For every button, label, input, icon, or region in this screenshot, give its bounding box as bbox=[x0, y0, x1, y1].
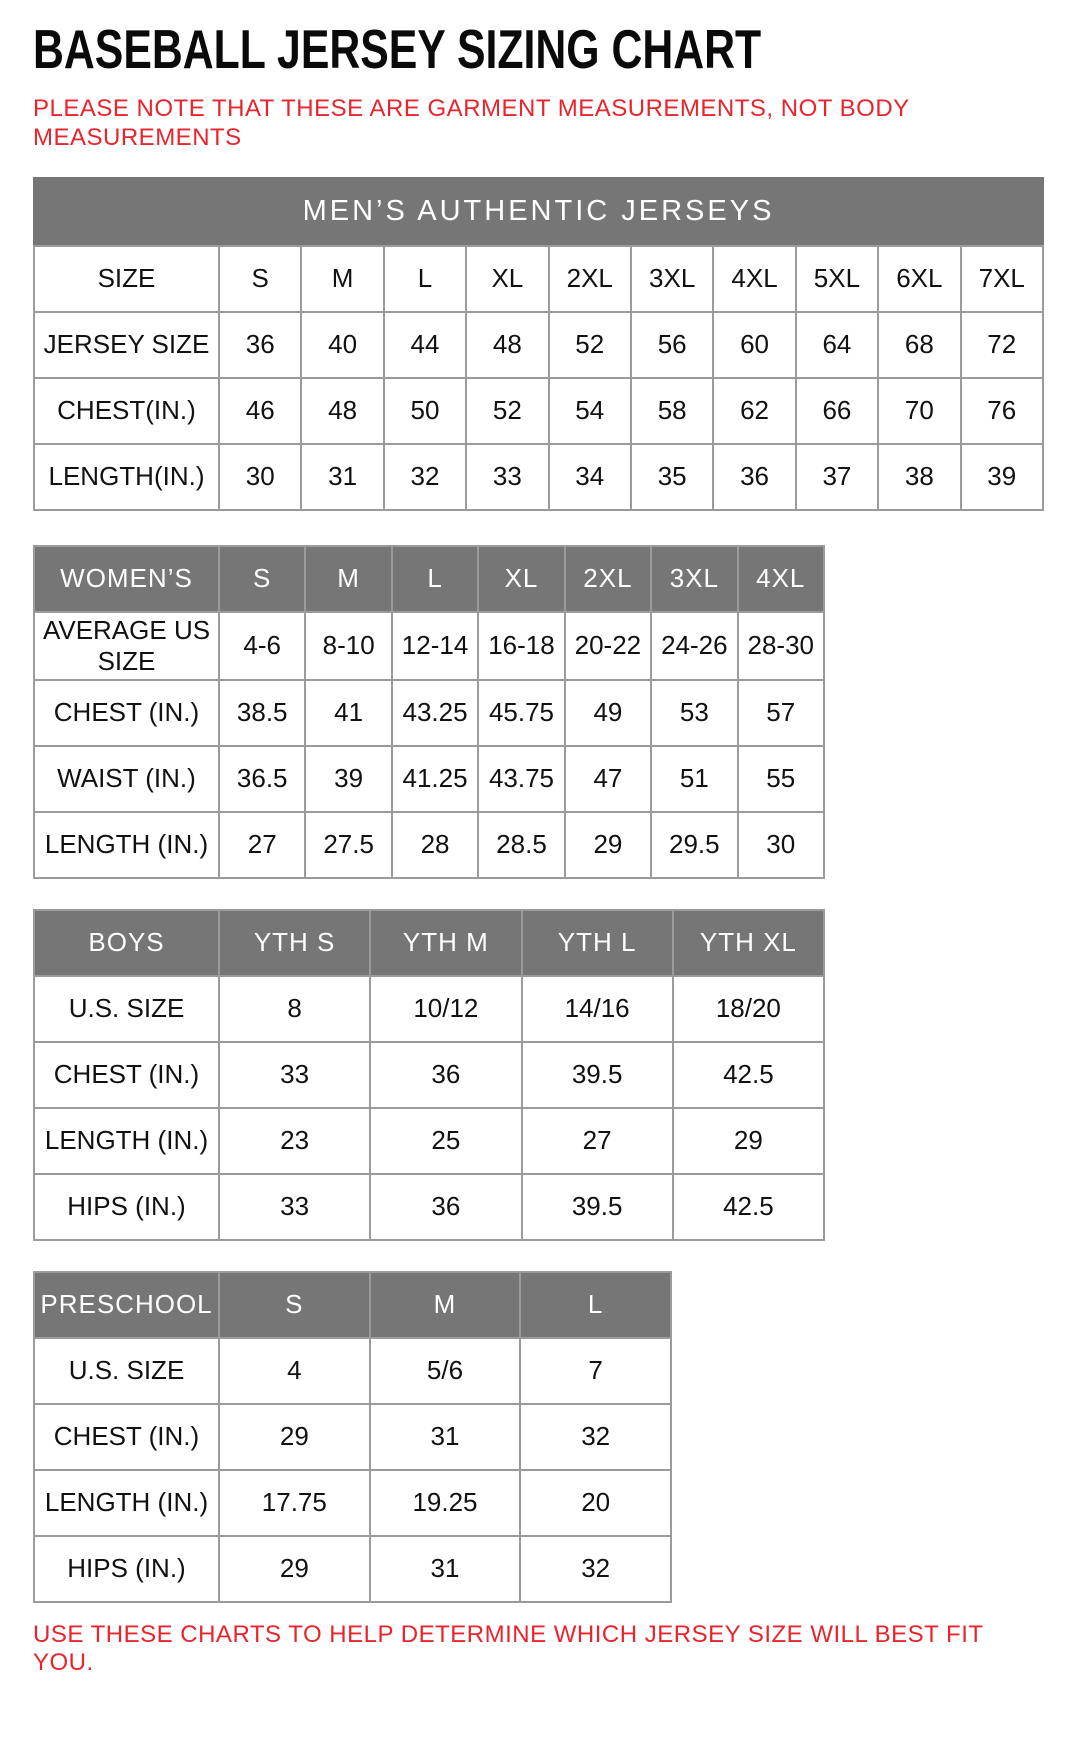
table-cell: 43.25 bbox=[392, 680, 478, 746]
table-cell: 50 bbox=[384, 378, 466, 444]
table-header-row bbox=[34, 910, 824, 976]
table-cell: 38.5 bbox=[219, 680, 305, 746]
table-cell: 7XL bbox=[961, 246, 1043, 312]
table-cell: 33 bbox=[219, 1174, 370, 1240]
table-cell: 36 bbox=[219, 312, 301, 378]
table-cell: 29.5 bbox=[651, 812, 737, 878]
row-label: LENGTH (IN.) bbox=[34, 1470, 219, 1536]
table-cell: 76 bbox=[961, 378, 1043, 444]
table-cell: 62 bbox=[713, 378, 795, 444]
table-cell: 42.5 bbox=[673, 1174, 824, 1240]
table-row bbox=[34, 680, 824, 746]
table-cell: 32 bbox=[520, 1536, 671, 1602]
table-cell: 58 bbox=[631, 378, 713, 444]
table-cell: 25 bbox=[370, 1108, 521, 1174]
table-cell: 28-30 bbox=[738, 612, 824, 680]
row-label: JERSEY SIZE bbox=[34, 312, 219, 378]
table-cell: 49 bbox=[565, 680, 651, 746]
header-label: BOYS bbox=[34, 910, 219, 976]
table-cell: 4-6 bbox=[219, 612, 305, 680]
header-cell: M bbox=[370, 1272, 521, 1338]
table-cell: 41.25 bbox=[392, 746, 478, 812]
table-cell: 34 bbox=[549, 444, 631, 510]
table-row bbox=[34, 444, 1043, 510]
table-cell: 4XL bbox=[713, 246, 795, 312]
table-cell: 37 bbox=[796, 444, 878, 510]
table-cell: 55 bbox=[738, 746, 824, 812]
table-cell: 70 bbox=[878, 378, 960, 444]
table-cell: 6XL bbox=[878, 246, 960, 312]
table-cell: 66 bbox=[796, 378, 878, 444]
table-cell: 36 bbox=[370, 1042, 521, 1108]
header-cell: XL bbox=[478, 546, 564, 612]
header-cell: YTH XL bbox=[673, 910, 824, 976]
table-cell: 51 bbox=[651, 746, 737, 812]
table-cell: 29 bbox=[673, 1108, 824, 1174]
table-cell: 38 bbox=[878, 444, 960, 510]
header-cell: 4XL bbox=[738, 546, 824, 612]
table-row bbox=[34, 976, 824, 1042]
table-cell: 27 bbox=[219, 812, 305, 878]
table-cell: L bbox=[384, 246, 466, 312]
row-label: SIZE bbox=[34, 246, 219, 312]
boys-table-section bbox=[33, 909, 1044, 1241]
header-cell: L bbox=[392, 546, 478, 612]
mens-table-banner: MEN’S AUTHENTIC JERSEYS bbox=[33, 177, 1044, 245]
table-cell: 17.75 bbox=[219, 1470, 370, 1536]
table-cell: 31 bbox=[370, 1404, 521, 1470]
table-cell: 35 bbox=[631, 444, 713, 510]
table-cell: 29 bbox=[219, 1536, 370, 1602]
table-cell: 8 bbox=[219, 976, 370, 1042]
table-row bbox=[34, 246, 1043, 312]
womens-sizing-table bbox=[33, 545, 825, 879]
table-cell: 32 bbox=[384, 444, 466, 510]
garment-measurement-note: PLEASE NOTE THAT THESE ARE GARMENT MEASUREMENTS, NOT BODY MEASUREMENTS bbox=[33, 95, 910, 152]
table-cell: 8-10 bbox=[305, 612, 391, 680]
boys-sizing-table bbox=[33, 909, 825, 1241]
table-cell: M bbox=[301, 246, 383, 312]
table-cell: 29 bbox=[565, 812, 651, 878]
header-cell: YTH L bbox=[522, 910, 673, 976]
table-cell: 44 bbox=[384, 312, 466, 378]
row-label: WAIST (IN.) bbox=[34, 746, 219, 812]
table-cell: 36 bbox=[713, 444, 795, 510]
preschool-table-section bbox=[33, 1271, 1044, 1603]
table-cell: 7 bbox=[520, 1338, 671, 1404]
row-label: U.S. SIZE bbox=[34, 1338, 219, 1404]
table-cell: 33 bbox=[466, 444, 548, 510]
row-label: CHEST (IN.) bbox=[34, 1042, 219, 1108]
header-cell: L bbox=[520, 1272, 671, 1338]
table-cell: 28 bbox=[392, 812, 478, 878]
table-cell: 42.5 bbox=[673, 1042, 824, 1108]
table-cell: 29 bbox=[219, 1404, 370, 1470]
table-cell: 39 bbox=[305, 746, 391, 812]
table-cell: 40 bbox=[301, 312, 383, 378]
table-cell: 48 bbox=[301, 378, 383, 444]
table-cell: 47 bbox=[565, 746, 651, 812]
table-cell: 72 bbox=[961, 312, 1043, 378]
header-cell: M bbox=[305, 546, 391, 612]
header-label: WOMEN’S bbox=[34, 546, 219, 612]
table-cell: 53 bbox=[651, 680, 737, 746]
table-header-row bbox=[34, 1272, 671, 1338]
table-cell: 27 bbox=[522, 1108, 673, 1174]
table-cell: 2XL bbox=[549, 246, 631, 312]
table-cell: 52 bbox=[466, 378, 548, 444]
table-cell: 18/20 bbox=[673, 976, 824, 1042]
row-label: LENGTH (IN.) bbox=[34, 812, 219, 878]
table-cell: 5XL bbox=[796, 246, 878, 312]
table-cell: 5/6 bbox=[370, 1338, 521, 1404]
table-cell: 68 bbox=[878, 312, 960, 378]
table-row bbox=[34, 1338, 671, 1404]
table-row bbox=[34, 1404, 671, 1470]
womens-table-section bbox=[33, 545, 1044, 879]
header-cell: YTH M bbox=[370, 910, 521, 976]
row-label: CHEST (IN.) bbox=[34, 1404, 219, 1470]
table-cell: 52 bbox=[549, 312, 631, 378]
table-cell: XL bbox=[466, 246, 548, 312]
table-row bbox=[34, 812, 824, 878]
table-row bbox=[34, 1536, 671, 1602]
row-label: CHEST (IN.) bbox=[34, 680, 219, 746]
table-cell: 46 bbox=[219, 378, 301, 444]
table-cell: 64 bbox=[796, 312, 878, 378]
row-label: HIPS (IN.) bbox=[34, 1536, 219, 1602]
table-cell: 28.5 bbox=[478, 812, 564, 878]
row-label: U.S. SIZE bbox=[34, 976, 219, 1042]
table-row bbox=[34, 378, 1043, 444]
table-row bbox=[34, 1108, 824, 1174]
table-row bbox=[34, 312, 1043, 378]
table-row bbox=[34, 1470, 671, 1536]
table-cell: 10/12 bbox=[370, 976, 521, 1042]
table-cell: 31 bbox=[370, 1536, 521, 1602]
preschool-sizing-table bbox=[33, 1271, 672, 1603]
table-cell: 27.5 bbox=[305, 812, 391, 878]
table-cell: 39.5 bbox=[522, 1042, 673, 1108]
page-title: BASEBALL JERSEY SIZING CHART bbox=[33, 18, 762, 80]
header-cell: 3XL bbox=[651, 546, 737, 612]
table-cell: 14/16 bbox=[522, 976, 673, 1042]
table-header-row bbox=[34, 546, 824, 612]
table-cell: S bbox=[219, 246, 301, 312]
header-cell: YTH S bbox=[219, 910, 370, 976]
table-cell: 43.75 bbox=[478, 746, 564, 812]
table-cell: 31 bbox=[301, 444, 383, 510]
header-label: PRESCHOOL bbox=[34, 1272, 219, 1338]
mens-sizing-table bbox=[33, 245, 1044, 511]
table-cell: 48 bbox=[466, 312, 548, 378]
table-cell: 56 bbox=[631, 312, 713, 378]
row-label: CHEST(IN.) bbox=[34, 378, 219, 444]
table-cell: 16-18 bbox=[478, 612, 564, 680]
table-cell: 36 bbox=[370, 1174, 521, 1240]
table-cell: 20 bbox=[520, 1470, 671, 1536]
table-cell: 19.25 bbox=[370, 1470, 521, 1536]
table-row bbox=[34, 612, 824, 680]
header-cell: 2XL bbox=[565, 546, 651, 612]
table-cell: 60 bbox=[713, 312, 795, 378]
table-cell: 20-22 bbox=[565, 612, 651, 680]
table-cell: 30 bbox=[219, 444, 301, 510]
header-cell: S bbox=[219, 546, 305, 612]
table-row bbox=[34, 1174, 824, 1240]
table-cell: 57 bbox=[738, 680, 824, 746]
table-cell: 45.75 bbox=[478, 680, 564, 746]
table-cell: 12-14 bbox=[392, 612, 478, 680]
table-cell: 3XL bbox=[631, 246, 713, 312]
footer-note: USE THESE CHARTS TO HELP DETERMINE WHICH JERSEY SIZE WILL BEST FIT YOU. bbox=[33, 1620, 984, 1676]
table-cell: 39.5 bbox=[522, 1174, 673, 1240]
table-row bbox=[34, 1042, 824, 1108]
mens-table-section bbox=[33, 177, 1044, 511]
table-cell: 23 bbox=[219, 1108, 370, 1174]
row-label: LENGTH(IN.) bbox=[34, 444, 219, 510]
table-cell: 24-26 bbox=[651, 612, 737, 680]
row-label: LENGTH (IN.) bbox=[34, 1108, 219, 1174]
table-cell: 32 bbox=[520, 1404, 671, 1470]
table-cell: 33 bbox=[219, 1042, 370, 1108]
header-cell: S bbox=[219, 1272, 370, 1338]
table-cell: 30 bbox=[738, 812, 824, 878]
table-row bbox=[34, 746, 824, 812]
row-label: AVERAGE US SIZE bbox=[34, 612, 219, 680]
table-cell: 4 bbox=[219, 1338, 370, 1404]
table-cell: 41 bbox=[305, 680, 391, 746]
table-cell: 39 bbox=[961, 444, 1043, 510]
table-cell: 54 bbox=[549, 378, 631, 444]
table-cell: 36.5 bbox=[219, 746, 305, 812]
row-label: HIPS (IN.) bbox=[34, 1174, 219, 1240]
